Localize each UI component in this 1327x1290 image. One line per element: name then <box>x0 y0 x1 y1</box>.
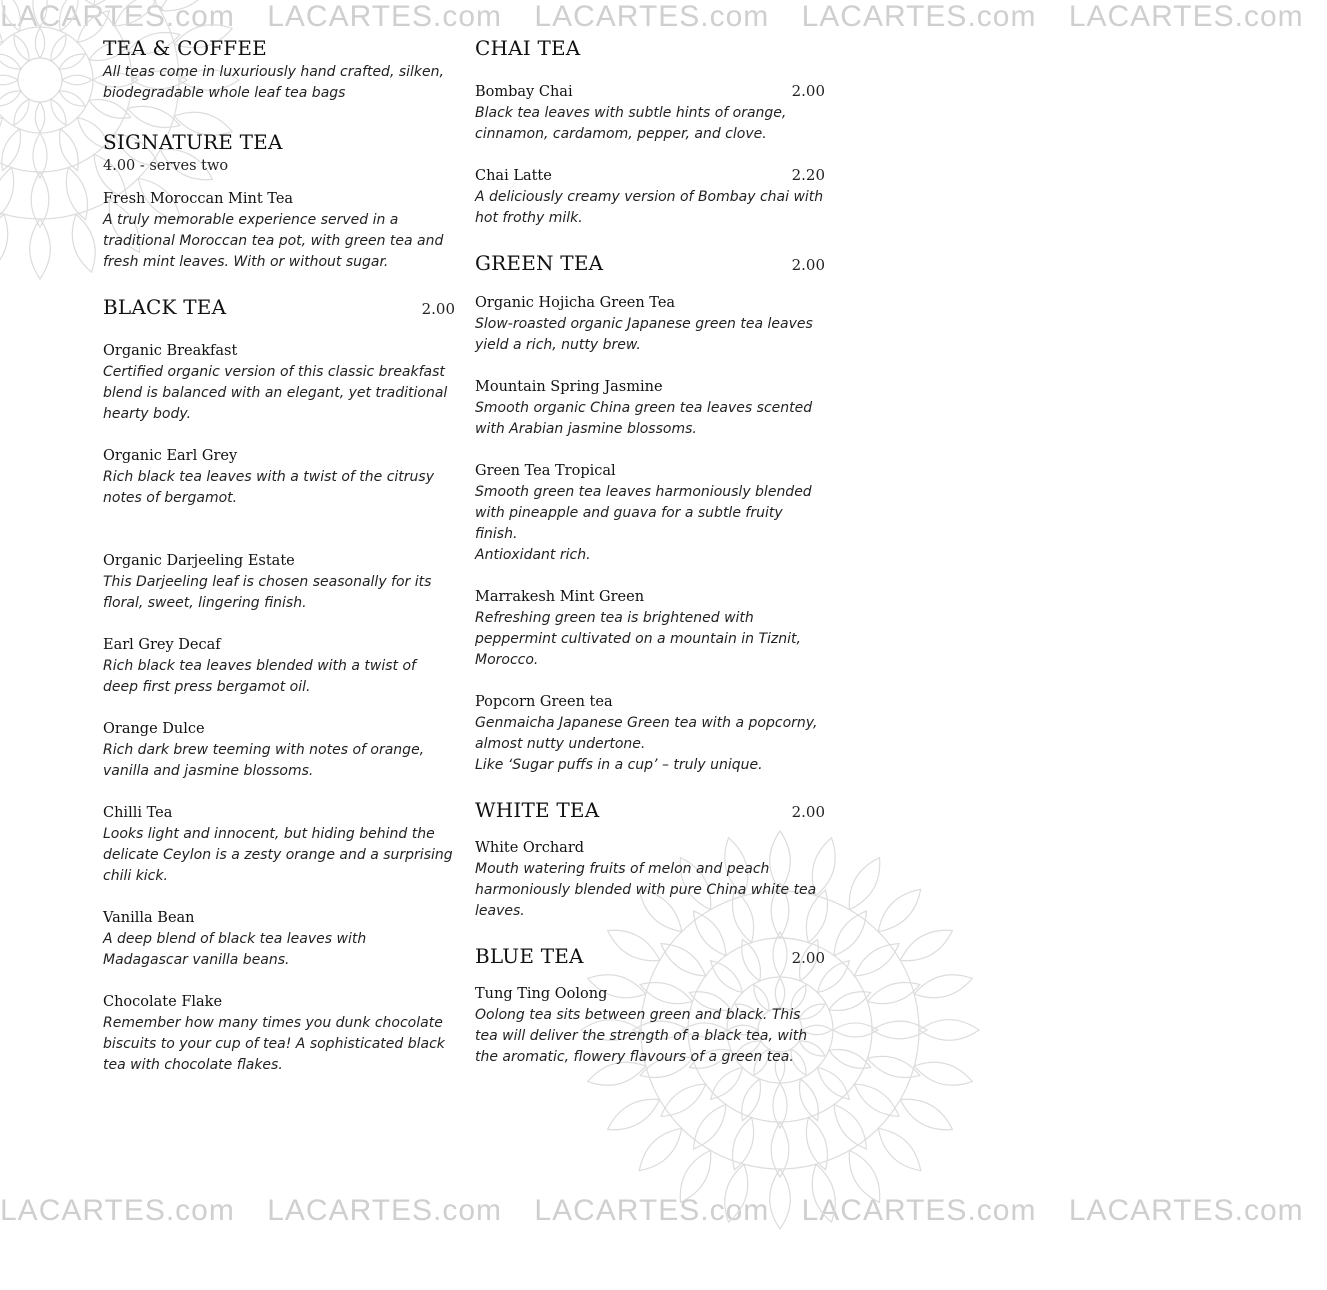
item-name: Orange Dulce <box>103 721 205 737</box>
item-name: Earl Grey Decaf <box>103 637 221 653</box>
menu-item <box>103 189 455 273</box>
menu-item <box>475 838 825 922</box>
section-signature-tea <box>103 128 455 273</box>
item-description: Smooth green tea leaves harmoniously blended with pineapple and guava for a subtle fruity finish. <box>475 484 812 542</box>
item-name: Chocolate Flake <box>103 994 223 1010</box>
item-note: Antioxidant rich. <box>475 547 591 563</box>
section-title: BLUE TEA <box>475 944 584 968</box>
item-description: A deep blend of black tea leaves with Madagascar vanilla beans. <box>103 931 367 968</box>
watermark-text: LACARTES.com <box>534 1194 770 1227</box>
menu-item <box>475 984 825 1068</box>
item-name: Green Tea Tropical <box>475 463 616 479</box>
item-name: Mountain Spring Jasmine <box>475 379 663 395</box>
item-description: Genmaicha Japanese Green tea with a popcorny, almost nutty undertone. <box>475 715 818 752</box>
menu-item <box>475 461 825 566</box>
section-title: TEA & COFFEE <box>103 36 267 60</box>
left-column <box>103 34 455 1076</box>
menu-item <box>475 692 825 776</box>
section-title: SIGNATURE TEA <box>103 130 283 154</box>
section-black-tea <box>103 293 455 1076</box>
section-price: 2.00 <box>421 300 455 318</box>
section-green-tea <box>475 249 825 776</box>
item-name: Vanilla Bean <box>103 910 195 926</box>
item-description: Oolong tea sits between green and black. This tea will deliver the strength of a black tea, with the aromatic, flowery flavours of a green tea. <box>475 1007 808 1065</box>
item-description: Black tea leaves with subtle hints of orange, cinnamon, cardamom, pepper, and clove. <box>475 105 787 142</box>
item-name: Bombay Chai <box>475 84 573 100</box>
item-name: Organic Earl Grey <box>103 448 238 464</box>
item-name: Chai Latte <box>475 168 552 184</box>
menu-item <box>475 166 825 229</box>
item-description: A deliciously creamy version of Bombay chai with hot frothy milk. <box>475 189 824 226</box>
item-name: Fresh Moroccan Mint Tea <box>103 191 294 207</box>
item-description: Rich black tea leaves with a twist of the citrusy notes of bergamot. <box>103 469 435 506</box>
item-description: Looks light and innocent, but hiding behind the delicate Ceylon is a zesty orange and a surprising chili kick. <box>103 826 453 884</box>
section-description: All teas come in luxuriously hand crafted, silken, biodegradable whole leaf tea bags <box>103 64 444 101</box>
item-name: Organic Hojicha Green Tea <box>475 295 676 311</box>
menu-item <box>103 341 455 425</box>
section-price: 2.00 <box>791 949 825 967</box>
section-subtitle: 4.00 - serves two <box>103 158 229 174</box>
item-description: Rich dark brew teeming with notes of orange, vanilla and jasmine blossoms. <box>103 742 425 779</box>
item-name: White Orchard <box>475 840 585 856</box>
section-price: 2.00 <box>791 803 825 821</box>
item-description: Rich black tea leaves blended with a twist of deep first press bergamot oil. <box>103 658 416 695</box>
menu-item <box>103 803 455 887</box>
menu-item <box>103 908 455 971</box>
watermark-text: LACARTES.com <box>1068 1194 1304 1227</box>
menu-item <box>103 992 455 1076</box>
section-title: GREEN TEA <box>475 251 604 275</box>
item-description: Refreshing green tea is brightened with peppermint cultivated on a mountain in Tiznit, Morocco. <box>475 610 801 668</box>
watermark-text: LACARTES.com <box>0 0 235 33</box>
item-description: Certified organic version of this classic breakfast blend is balanced with an elegant, yet traditional hearty body. <box>103 364 448 422</box>
section-chai-tea <box>475 34 825 229</box>
item-price: 2.00 <box>791 82 825 100</box>
menu-item <box>103 719 455 782</box>
item-name: Chilli Tea <box>103 805 173 821</box>
section-white-tea <box>475 796 825 922</box>
item-description: Remember how many times you dunk chocolate biscuits to your cup of tea! A sophisticated black tea with chocolate flakes. <box>103 1015 445 1073</box>
section-title: CHAI TEA <box>475 36 581 60</box>
item-description: Mouth watering fruits of melon and peach harmoniously blended with pure China white tea leaves. <box>475 861 817 919</box>
menu-item <box>475 587 825 671</box>
section-tea-coffee <box>103 34 455 104</box>
menu-item <box>103 635 455 698</box>
menu-item <box>103 446 455 509</box>
item-description: A truly memorable experience served in a traditional Moroccan tea pot, with green tea and fresh mint leaves. With or without sugar. <box>103 212 444 270</box>
item-description: Slow-roasted organic Japanese green tea leaves yield a rich, nutty brew. <box>475 316 813 353</box>
section-title: WHITE TEA <box>475 798 600 822</box>
menu-item <box>103 551 455 614</box>
item-description: Smooth organic China green tea leaves scented with Arabian jasmine blossoms. <box>475 400 813 437</box>
item-note: Like ‘Sugar puffs in a cup’ – truly unique. <box>475 757 763 773</box>
item-name: Organic Breakfast <box>103 343 238 359</box>
watermark-text: LACARTES.com <box>267 1194 503 1227</box>
watermark-text: LACARTES.com <box>1068 0 1304 33</box>
watermark-text: LACARTES.com <box>0 1194 235 1227</box>
item-price: 2.20 <box>791 166 825 184</box>
watermark-text: LACARTES.com <box>801 1194 1037 1227</box>
item-name: Organic Darjeeling Estate <box>103 553 295 569</box>
watermark-text: LACARTES.com <box>801 0 1037 33</box>
watermark-text: LACARTES.com <box>534 0 770 33</box>
right-column <box>475 34 825 1068</box>
section-price: 2.00 <box>791 256 825 274</box>
menu-item <box>475 377 825 440</box>
section-blue-tea <box>475 942 825 1068</box>
item-name: Tung Ting Oolong <box>475 986 608 1002</box>
watermark-text: LACARTES.com <box>267 0 503 33</box>
section-title: BLACK TEA <box>103 295 227 319</box>
menu-item <box>475 293 825 356</box>
item-name: Marrakesh Mint Green <box>475 589 645 605</box>
item-description: This Darjeeling leaf is chosen seasonally for its floral, sweet, lingering finish. <box>103 574 432 611</box>
item-name: Popcorn Green tea <box>475 694 613 710</box>
menu-item <box>475 82 825 145</box>
